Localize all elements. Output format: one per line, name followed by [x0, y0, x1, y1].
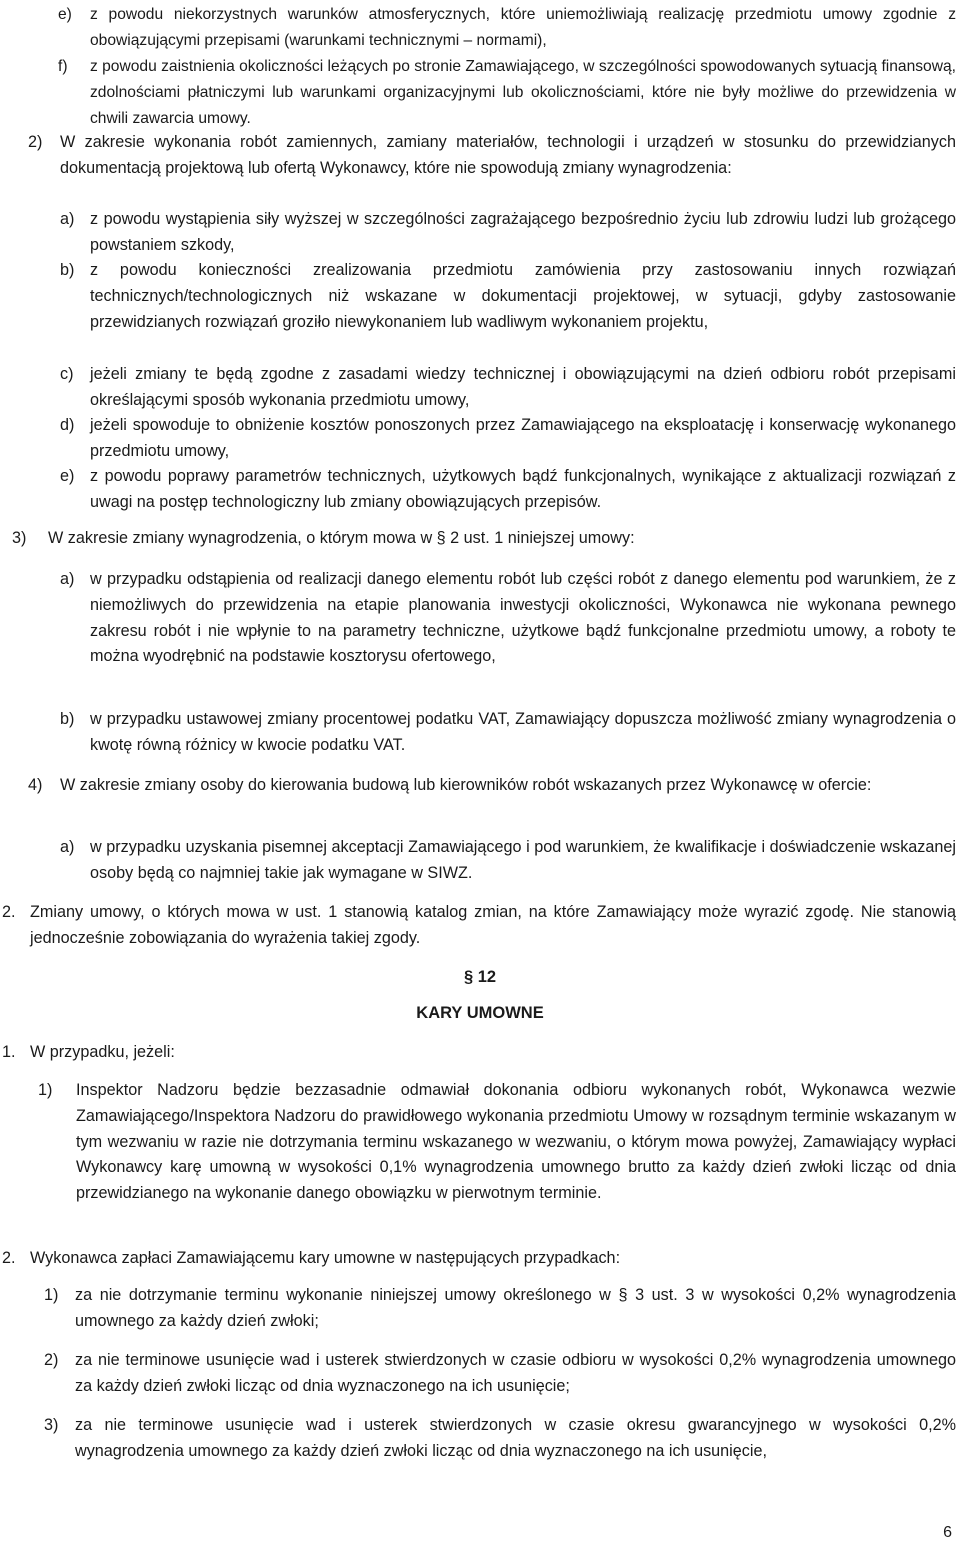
- list-text: za nie dotrzymanie terminu wykonanie niniejszej umowy określonego w § 3 ust. 3 w wysokości 0,2% wynagrodzenia umownego za każdy dzień zwłoki;: [75, 1286, 956, 1330]
- point-label: 3): [12, 529, 27, 547]
- point-text: W zakresie zmiany wynagrodzenia, o którym mowa w § 2 ust. 1 niniejszej umowy:: [48, 529, 635, 547]
- list-label: c): [60, 365, 74, 383]
- point-4-item-a: [60, 835, 956, 887]
- list-text: w przypadku ustawowej zmiany procentowej podatku VAT, Zamawiający dopuszcza możliwość zmiany wynagrodzenia o kwotę równą różnicy w kwocie podatku VAT.: [90, 710, 956, 754]
- point-2: [28, 130, 956, 182]
- section-label: 2.: [2, 1249, 16, 1267]
- kary-2-item-1: [44, 1283, 956, 1335]
- list-label: a): [60, 570, 75, 588]
- point-2-item-b: [60, 258, 956, 335]
- list-text: jeżeli spowoduje to obniżenie kosztów ponoszonych przez Zamawiającego na eksploatację i konserwację wykonanego przedmiotu umowy,: [90, 416, 956, 460]
- kary-1: [2, 1040, 956, 1066]
- list-text: z powodu niekorzystnych warunków atmosferycznych, które uniemożliwiają realizację przedmiotu umowy zgodnie z obowiązującymi przepisami (warunkami technicznymi – normami),: [90, 6, 956, 49]
- list-text: za nie terminowe usunięcie wad i usterek stwierdzonych w czasie okresu gwarancyjnego w wysokości 0,2% wynagrodzenia umownego za każdy dzień zwłoki licząc od dnia wyznaczonego na ich usunięcie,: [75, 1416, 956, 1460]
- section-text: W przypadku, jeżeli:: [30, 1043, 175, 1061]
- list-text: z powodu konieczności zrealizowania przedmiotu zamówienia przy zastosowaniu innych rozwiązań technicznych/technologicznych niż wskazane w dokumentacji projektowej, w sytuacji, gdyby zastosowanie przewidzianych rozwiązań groziło niewykonaniem lub wadliwym wykonaniem projektu,: [90, 261, 956, 331]
- list-label: b): [60, 261, 75, 279]
- list-item-e: [58, 2, 956, 54]
- list-label: a): [60, 210, 75, 228]
- list-label: e): [58, 6, 72, 23]
- point-label: 4): [28, 776, 43, 794]
- list-text: w przypadku odstąpienia od realizacji danego elementu robót lub części robót z danego elementu pod warunkiem, że z niemożliwych do przewidzenia na etapie planowania inwestycji okoliczności, Wykonawca nie wykonana pewnego zakresu robót i nie wpłynie to na parametry techniczne, użytkowe bądź funkcjonalne przedmiotu umowy, a roboty te można wyodrębnić na podstawie kosztorysu ofertowego,: [90, 570, 956, 666]
- point-2-item-a: [60, 207, 956, 259]
- list-item-f: [58, 54, 956, 131]
- point-4: [28, 773, 956, 799]
- list-label: d): [60, 416, 75, 434]
- list-text: za nie terminowe usunięcie wad i usterek stwierdzonych w czasie odbioru w wysokości 0,2% wynagrodzenia umownego za każdy dzień zwłoki licząc od dnia wyznaczonego na ich usunięcie;: [75, 1351, 956, 1395]
- section-text: Wykonawca zapłaci Zamawiającemu kary umowne w następujących przypadkach:: [30, 1249, 621, 1267]
- list-text: w przypadku uzyskania pisemnej akceptacji Zamawiającego i pod warunkiem, że kwalifikacje i doświadczenie wskazanej osoby będą co najmniej takie jak wymagane w SIWZ.: [90, 838, 956, 882]
- list-text: Inspektor Nadzoru będzie bezzasadnie odmawiał dokonania odbioru wykonanych robót, Wykonawca wezwie Zamawiającego/Inspektora Nadzoru do prawidłowego wykonania przedmiotu Umowy w rozsądnym terminie wskazanym w tym wezwaniu w razie nie dotrzymania terminu wskazanego w wezwaniu, o którym mowa powyżej, Zamawiający wypłaci Wykonawcy karę umowną w wysokości 0,1% wynagrodzenia umownego brutto za każdy dzień zwłoki licząc od dnia przewidzianego na wykonanie danego obowiązku w pierwotnym terminie.: [76, 1081, 956, 1203]
- point-3-item-b: [60, 707, 956, 759]
- list-text: jeżeli zmiany te będą zgodne z zasadami wiedzy technicznej i obowiązującymi na dzień odbioru robót przepisami określającymi sposób wykonania przedmiotu umowy,: [90, 365, 956, 409]
- page-number: 6: [943, 1524, 952, 1541]
- list-label: 2): [44, 1351, 59, 1369]
- kary-2: [2, 1246, 956, 1272]
- list-label: f): [58, 58, 68, 75]
- list-label: a): [60, 838, 75, 856]
- section-title: KARY UMOWNE: [416, 1004, 544, 1022]
- kary-2-item-2: [44, 1348, 956, 1400]
- list-text: z powodu poprawy parametrów technicznych, użytkowych bądź funkcjonalnych, wynikające z aktualizacji rozwiązań z uwagi na postęp technologiczny lub zmiany obowiązujących przepisów.: [90, 467, 956, 511]
- point-3: [12, 526, 956, 552]
- list-label: 1): [38, 1081, 53, 1099]
- kary-1-item-1: [38, 1078, 956, 1207]
- point-2-item-e: [60, 464, 956, 516]
- point-2-item-c: [60, 362, 956, 414]
- list-label: b): [60, 710, 75, 728]
- section-label: 2.: [2, 903, 16, 921]
- point-text: W zakresie zmiany osoby do kierowania budową lub kierowników robót wskazanych przez Wykonawcę w ofercie:: [60, 776, 872, 794]
- section-text: Zmiany umowy, o których mowa w ust. 1 stanowią katalog zmian, na które Zamawiający może wyrazić zgodę. Nie stanowią jednocześnie zobowiązania do wyrażenia takiej zgody.: [30, 903, 956, 947]
- section-label: 1.: [2, 1043, 16, 1061]
- list-label: 1): [44, 1286, 59, 1304]
- list-label: e): [60, 467, 75, 485]
- point-2-item-d: [60, 413, 956, 465]
- section-2: [2, 900, 956, 952]
- list-label: 3): [44, 1416, 59, 1434]
- point-3-item-a: [60, 567, 956, 670]
- list-text: z powodu wystąpienia siły wyższej w szczególności zagrażającego bezpośrednio życiu lub zdrowiu ludzi lub grożącego powstaniem szkody,: [90, 210, 956, 254]
- point-text: W zakresie wykonania robót zamiennych, zamiany materiałów, technologii i urządzeń w stosunku do przewidzianych dokumentacją projektową lub ofertą Wykonawcy, które nie spowodują zmiany wynagrodzenia:: [60, 133, 956, 177]
- list-text: z powodu zaistnienia okoliczności leżących po stronie Zamawiającego, w szczególności spowodowanych sytuacją finansową, zdolnościami płatniczymi lub warunkami organizacyjnymi lub okolicznościami, które nie były możliwe do przewidzenia w chwili zawarcia umowy.: [90, 58, 956, 127]
- point-label: 2): [28, 133, 43, 151]
- kary-2-item-3: [44, 1413, 956, 1465]
- paragraph-sign: § 12: [463, 968, 497, 986]
